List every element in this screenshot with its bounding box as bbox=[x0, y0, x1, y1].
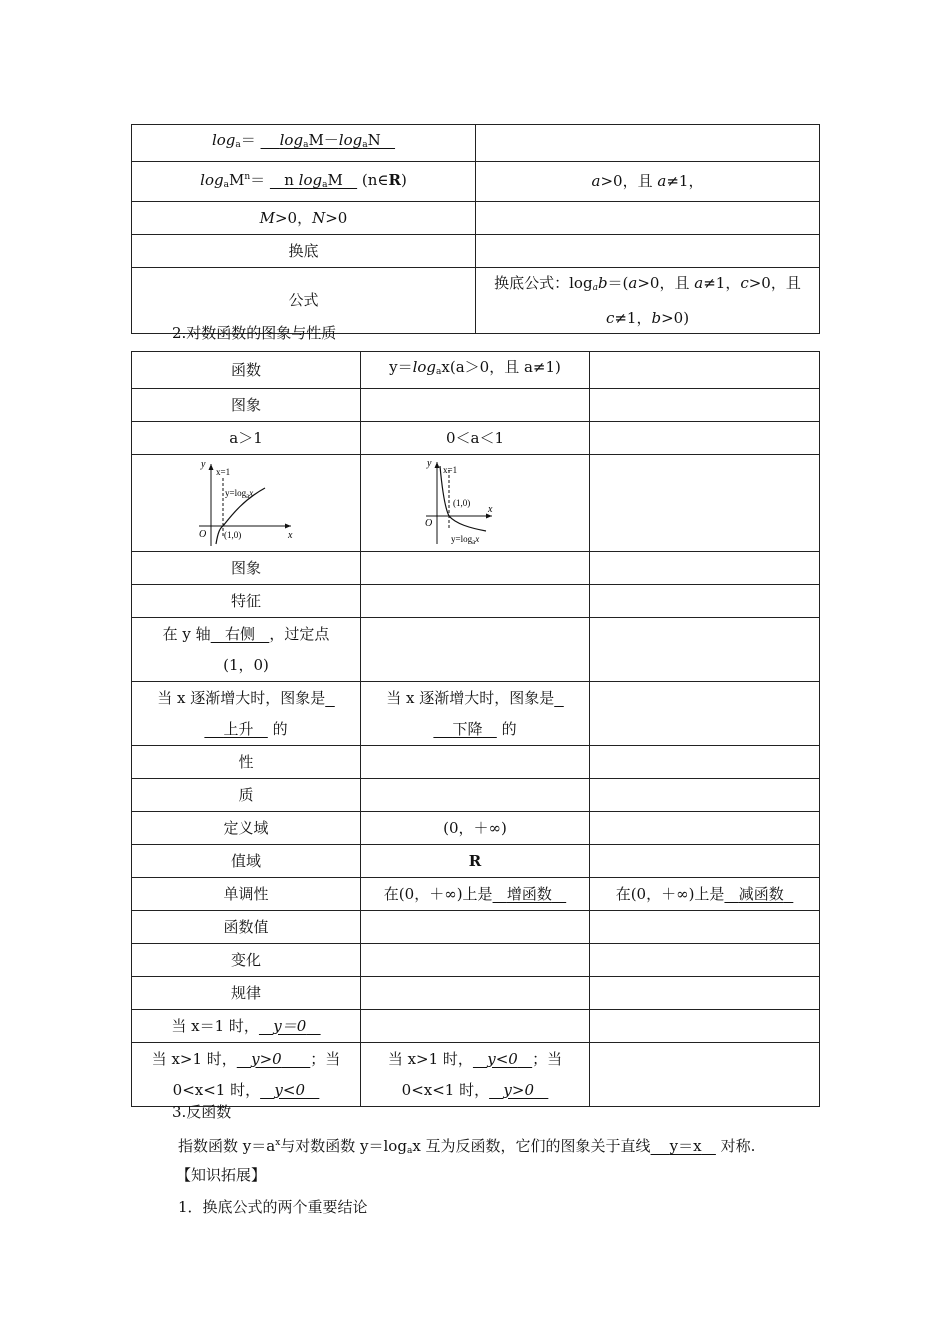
answer: y<0 bbox=[487, 1049, 518, 1068]
origin-label: O bbox=[425, 518, 433, 529]
point-label: (1,0) bbox=[453, 498, 471, 508]
knowledge-heading: 【知识拓展】 bbox=[176, 1166, 267, 1184]
row-zhi: 质 bbox=[132, 779, 361, 812]
text: 指数函数 y＝a bbox=[178, 1137, 276, 1155]
text: 当 x 逐渐增大时，图象是 bbox=[386, 688, 555, 707]
trend-increasing-cell bbox=[132, 682, 361, 746]
empty-cell bbox=[361, 585, 590, 618]
answer-right-side: 右侧 bbox=[224, 624, 255, 643]
text: 在(0，＋∞)上是 bbox=[383, 884, 493, 903]
row-xing: 性 bbox=[132, 746, 361, 779]
answer-falling: 下降 bbox=[452, 719, 483, 738]
section2-heading: 2.对数函数的图象与性质 bbox=[172, 324, 337, 342]
superscript: x bbox=[275, 1138, 281, 1148]
answer: y>0 bbox=[503, 1080, 535, 1099]
log-rules-table bbox=[131, 124, 820, 334]
text: 0<x<1 时， bbox=[172, 1080, 261, 1099]
text: 在 y 轴 bbox=[162, 624, 211, 643]
section3-heading: 3.反函数 bbox=[172, 1103, 232, 1121]
log-power-rule: $\log_aM^n=$ n $\log_aM$ (n∈R) bbox=[132, 162, 476, 202]
empty-cell bbox=[590, 911, 820, 944]
empty-cell bbox=[361, 618, 590, 682]
inverse-function-text bbox=[178, 1135, 755, 1156]
empty-cell bbox=[590, 779, 820, 812]
empty-cell bbox=[590, 812, 820, 845]
empty-cell bbox=[361, 389, 590, 422]
answer: y<0 bbox=[274, 1080, 306, 1099]
log-function-table bbox=[131, 351, 820, 1107]
text: ；当 bbox=[532, 1049, 563, 1068]
row-domain-value: (0，＋∞) bbox=[361, 812, 590, 845]
y-axis-label: y bbox=[201, 459, 206, 470]
empty-cell bbox=[590, 389, 820, 422]
change-base-formula: 换底公式：$\log_ab=(a>0$，且 a≠1，c>0，且 c≠1，b>0) bbox=[476, 268, 820, 334]
row-range-value: R bbox=[361, 845, 590, 878]
row-mono-label: 单调性 bbox=[132, 878, 361, 911]
text: x 互为反函数，它们的图象关于直线 bbox=[412, 1137, 651, 1155]
empty-cell bbox=[476, 235, 820, 268]
empty-cell bbox=[590, 1010, 820, 1043]
log-quotient-rule: $\log_a=$ $\log_aM-\log_aN$ bbox=[132, 125, 476, 162]
empty-cell bbox=[361, 1010, 590, 1043]
fixed-point: (1，0) bbox=[223, 655, 269, 674]
text: 对称. bbox=[720, 1137, 756, 1155]
graph-decreasing-cell bbox=[361, 455, 590, 552]
empty-cell bbox=[590, 1043, 820, 1107]
mono-increasing bbox=[361, 878, 590, 911]
subscript: a bbox=[406, 1146, 413, 1156]
graph-log-decreasing bbox=[420, 458, 530, 548]
empty-cell bbox=[590, 618, 820, 682]
curve-label: $y=\log_ax$ bbox=[451, 534, 480, 546]
empty-cell bbox=[590, 977, 820, 1010]
text: ；当 bbox=[310, 1049, 341, 1068]
text: 当 x>1 时， bbox=[387, 1049, 473, 1068]
line-label: x=1 bbox=[443, 465, 458, 475]
text: 0<x<1 时， bbox=[401, 1080, 490, 1099]
text: 当 x 逐渐增大时，图象是 bbox=[157, 688, 326, 707]
empty-cell bbox=[590, 552, 820, 585]
mono-decreasing bbox=[590, 878, 820, 911]
case-a-gt-1: a＞1 bbox=[132, 422, 361, 455]
row-range-label: 值域 bbox=[132, 845, 361, 878]
answer-increasing: 增函数 bbox=[506, 884, 552, 903]
empty-cell bbox=[590, 746, 820, 779]
row-domain-label: 定义域 bbox=[132, 812, 361, 845]
row-image-2: 图象 bbox=[132, 552, 361, 585]
formula-label: 公式 bbox=[132, 268, 476, 334]
origin-label: O bbox=[199, 529, 207, 540]
sign-decreasing-cell bbox=[361, 1043, 590, 1107]
empty-cell bbox=[361, 977, 590, 1010]
text: 当 x＝1 时， bbox=[171, 1016, 259, 1035]
header-formula: $y=\log_ax(a>0$，且 a≠1) bbox=[361, 352, 590, 389]
answer-decreasing: 减函数 bbox=[738, 884, 784, 903]
change-base-label: 换底 bbox=[132, 235, 476, 268]
text: 当 x>1 时， bbox=[151, 1049, 237, 1068]
row-image: 图象 bbox=[132, 389, 361, 422]
graph-log-increasing bbox=[191, 458, 301, 548]
answer: y>0 bbox=[251, 1049, 282, 1068]
text: 与对数函数 y＝log bbox=[280, 1137, 407, 1155]
empty-cell bbox=[476, 202, 820, 235]
empty-cell bbox=[361, 944, 590, 977]
text: ，过定点 bbox=[269, 624, 330, 643]
x-equals-1-cell bbox=[132, 1010, 361, 1043]
y-axis-side-cell bbox=[132, 618, 361, 682]
point-label: (1,0) bbox=[224, 530, 242, 540]
y-axis-label: y bbox=[427, 458, 432, 469]
sign-increasing-cell bbox=[132, 1043, 361, 1107]
row-feature: 特征 bbox=[132, 585, 361, 618]
row-change: 变化 bbox=[132, 944, 361, 977]
x-axis-label: x bbox=[288, 530, 293, 541]
empty-cell bbox=[590, 585, 820, 618]
knowledge-item-1: 1．换底公式的两个重要结论 bbox=[178, 1198, 368, 1216]
graph-increasing-cell bbox=[132, 455, 361, 552]
answer-rising: 上升 bbox=[223, 719, 254, 738]
empty-cell bbox=[590, 682, 820, 746]
answer-y-equals-x: y＝x bbox=[669, 1137, 702, 1155]
empty-cell bbox=[590, 352, 820, 389]
row-fn-value: 函数值 bbox=[132, 911, 361, 944]
condition-mn: M>0，N>0 bbox=[132, 202, 476, 235]
case-a-lt-1: 0＜a＜1 bbox=[361, 422, 590, 455]
empty-cell bbox=[361, 552, 590, 585]
text: 的 bbox=[501, 719, 517, 738]
empty-cell bbox=[361, 911, 590, 944]
empty-cell bbox=[590, 944, 820, 977]
empty-cell bbox=[361, 779, 590, 812]
text: 在(0，＋∞)上是 bbox=[615, 884, 725, 903]
row-rule: 规律 bbox=[132, 977, 361, 1010]
empty-cell bbox=[361, 746, 590, 779]
x-axis-label: x bbox=[488, 504, 493, 515]
empty-cell bbox=[590, 455, 820, 552]
text: 的 bbox=[272, 719, 288, 738]
empty-cell bbox=[590, 845, 820, 878]
condition-a: a>0，且 a≠1， bbox=[476, 162, 820, 202]
empty-cell bbox=[476, 125, 820, 162]
header-function: 函数 bbox=[132, 352, 361, 389]
empty-cell bbox=[590, 422, 820, 455]
curve-label: $y=\log_ax$ bbox=[225, 488, 254, 500]
trend-decreasing-cell bbox=[361, 682, 590, 746]
line-label: x=1 bbox=[216, 467, 231, 477]
answer-y0: y＝0 bbox=[273, 1016, 307, 1035]
